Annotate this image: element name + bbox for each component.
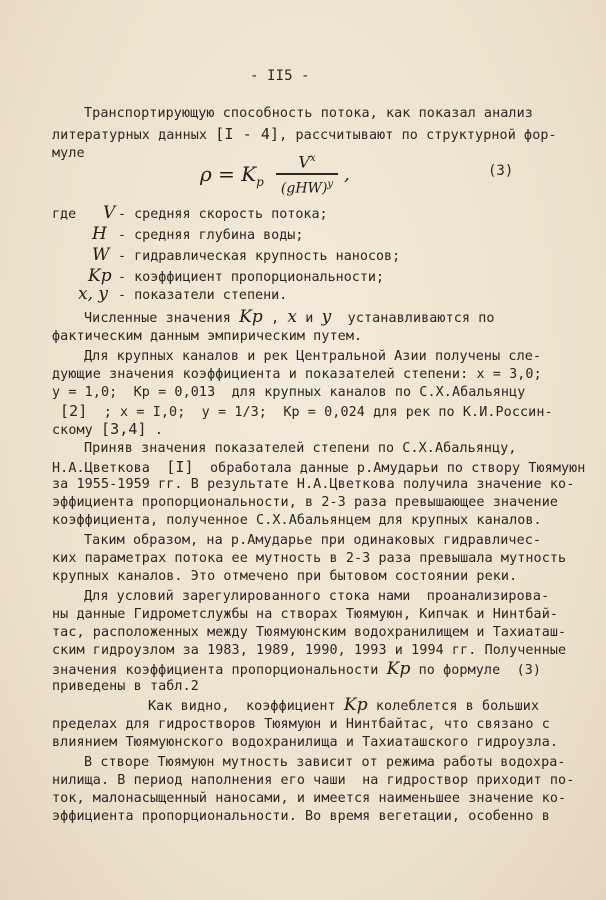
numerator-text: V (298, 152, 310, 172)
value: x = 3,0; (476, 367, 542, 382)
symbol: Kp (386, 659, 411, 679)
legend-text: - средняя глубина воды; (118, 228, 304, 243)
value: Kp = 0,013 (133, 385, 216, 400)
para7-line1 (148, 697, 539, 715)
para5-line3: крупных каналов. Это отмечено при бытовом состоянии реки. (52, 569, 518, 584)
para7-line3: влиянием Тюямуюнского водохранилища и Тахиаташского гидроузла. (52, 735, 559, 750)
text: для крупных каналов по С.Х.Абальянцу (231, 385, 526, 400)
formula-lhs-text: ρ = K (200, 162, 257, 186)
legend-symbol: H (92, 224, 107, 244)
para4-line5: коэффициента, полученное С.Х.Абальянцем для крупных каналов. (52, 513, 542, 528)
symbol: y (321, 307, 332, 327)
text: Н.А.Цветкова (52, 461, 150, 476)
text: . (154, 423, 163, 438)
formula-lhs-sub: p (256, 175, 264, 189)
text: устанавливаются по (347, 311, 495, 326)
para1-line3: муле (52, 146, 85, 161)
legend-symbol: Kp (88, 266, 112, 286)
text: , рассчитывают по структурной фор- (279, 128, 557, 143)
legend-symbol: V (103, 203, 116, 223)
fraction-bar (276, 173, 338, 175)
text: значения коэффициента пропорциональности (52, 663, 379, 678)
page-number: - II5 - (250, 68, 310, 84)
legend-symbol: x, y (78, 284, 108, 304)
text: литературных данных (52, 128, 208, 143)
para8-line4: эффициента пропорциональности. Во время вегетации, особенно в (52, 809, 550, 824)
para3-line5 (52, 421, 163, 439)
text: по формуле (3) (418, 663, 542, 678)
para4-line2 (52, 459, 585, 477)
symbol: x (287, 307, 298, 327)
text: дующие значения коэффициента и показателей степени: (52, 367, 469, 382)
para5-line1: Таким образом, на р.Амударье при одинаковых гидравличес- (84, 533, 542, 548)
formula-fraction (276, 150, 338, 196)
para4-line3: за 1955-1959 гг. В результате Н.А.Цветкова получила значение ко- (52, 477, 575, 492)
para3-line1: Для крупных каналов и рек Центральной Азии получены сле- (84, 349, 542, 364)
legend-text: - коэффициент пропорциональности; (118, 270, 385, 285)
text: скому (52, 423, 93, 438)
denominator-sup: y (327, 178, 334, 190)
text: Численные значения (84, 311, 231, 326)
denominator-text: (gHW) (280, 180, 328, 197)
para2-line1 (84, 309, 495, 327)
legend-symbol: W (92, 245, 110, 265)
symbol: Kp (343, 695, 368, 715)
para6-line5 (52, 661, 541, 679)
para1-line2 (52, 126, 557, 144)
para6-line2: ны данные Гидрометслужбы на створах Тюямуюн, Кипчак и Нинтбай- (52, 607, 559, 622)
legend-where: где (52, 207, 77, 222)
formula-lhs (200, 162, 264, 189)
para4-line1: Приняв значения показателей степени по С.Х.Абальянцу, (84, 441, 517, 456)
para8-line2: нилища. В период наполнения его чаши на гидроствор приходит по- (52, 773, 575, 788)
formula-numerator (276, 150, 338, 171)
numerator-sup: x (309, 153, 316, 164)
text: Как видно, коэффициент (148, 699, 336, 714)
citation: [I - 4] (215, 125, 280, 143)
para2-line2: фактическим данным эмпирическим путем. (52, 329, 363, 344)
text: колеблется в больших (375, 699, 540, 714)
equation-number: (3) (488, 163, 514, 179)
para6-line3: тас, расположенных между Тюямуюнским водохранилищем и Тахиаташ- (52, 625, 567, 640)
citation: [I] (166, 458, 194, 476)
para6-line1: Для условий зарегулированного стока нами проанализирова- (84, 589, 550, 604)
para1-line1: Транспортирующую способность потока, как показал анализ (84, 106, 533, 121)
text: и (305, 311, 314, 326)
para3-line3 (52, 385, 525, 401)
para7-line2: пределах для гидростворов Тюямуюн и Нинтбайтас, что связано с (52, 717, 550, 732)
formula-denominator (276, 177, 338, 197)
text: обработала данные р.Амударьи по створу Тюямуюн (210, 461, 586, 476)
para6-line6: приведены в табл.2 (52, 679, 199, 694)
para3-line2 (52, 367, 542, 383)
value: y = 1,0; (52, 385, 118, 400)
para5-line2: ких параметрах потока ее мутность в 2-3 раза превышала мутность (52, 551, 567, 566)
legend-text: - средняя скорость потока; (118, 207, 328, 222)
legend-text: - показатели степени. (118, 288, 288, 303)
para6-line4: ским гидроузлом за 1983, 1989, 1990, 1993 и 1994 гг. Полученные (52, 643, 567, 658)
formula-comma: , (344, 164, 350, 185)
text: , (271, 311, 280, 326)
para8-line3: ток, малонасыщенный наносами, и имеется наименьшее значение ко- (52, 791, 567, 806)
value: ; x = I,0; y = 1/3; (103, 405, 267, 420)
legend-text: - гидравлическая крупность наносов; (118, 249, 401, 264)
text: Kp = 0,024 для рек по К.И.Россин- (283, 405, 553, 420)
citation: [2] (60, 402, 88, 420)
symbol: Kp (239, 307, 263, 327)
para3-line4 (60, 403, 553, 421)
para8-line1: В створе Тюямуюн мутность зависит от режима работы водохра- (84, 755, 566, 770)
para4-line4: эффициента пропорциональности, в 2-3 раза превышающее значение (52, 495, 559, 510)
citation: [3,4] (100, 420, 147, 438)
